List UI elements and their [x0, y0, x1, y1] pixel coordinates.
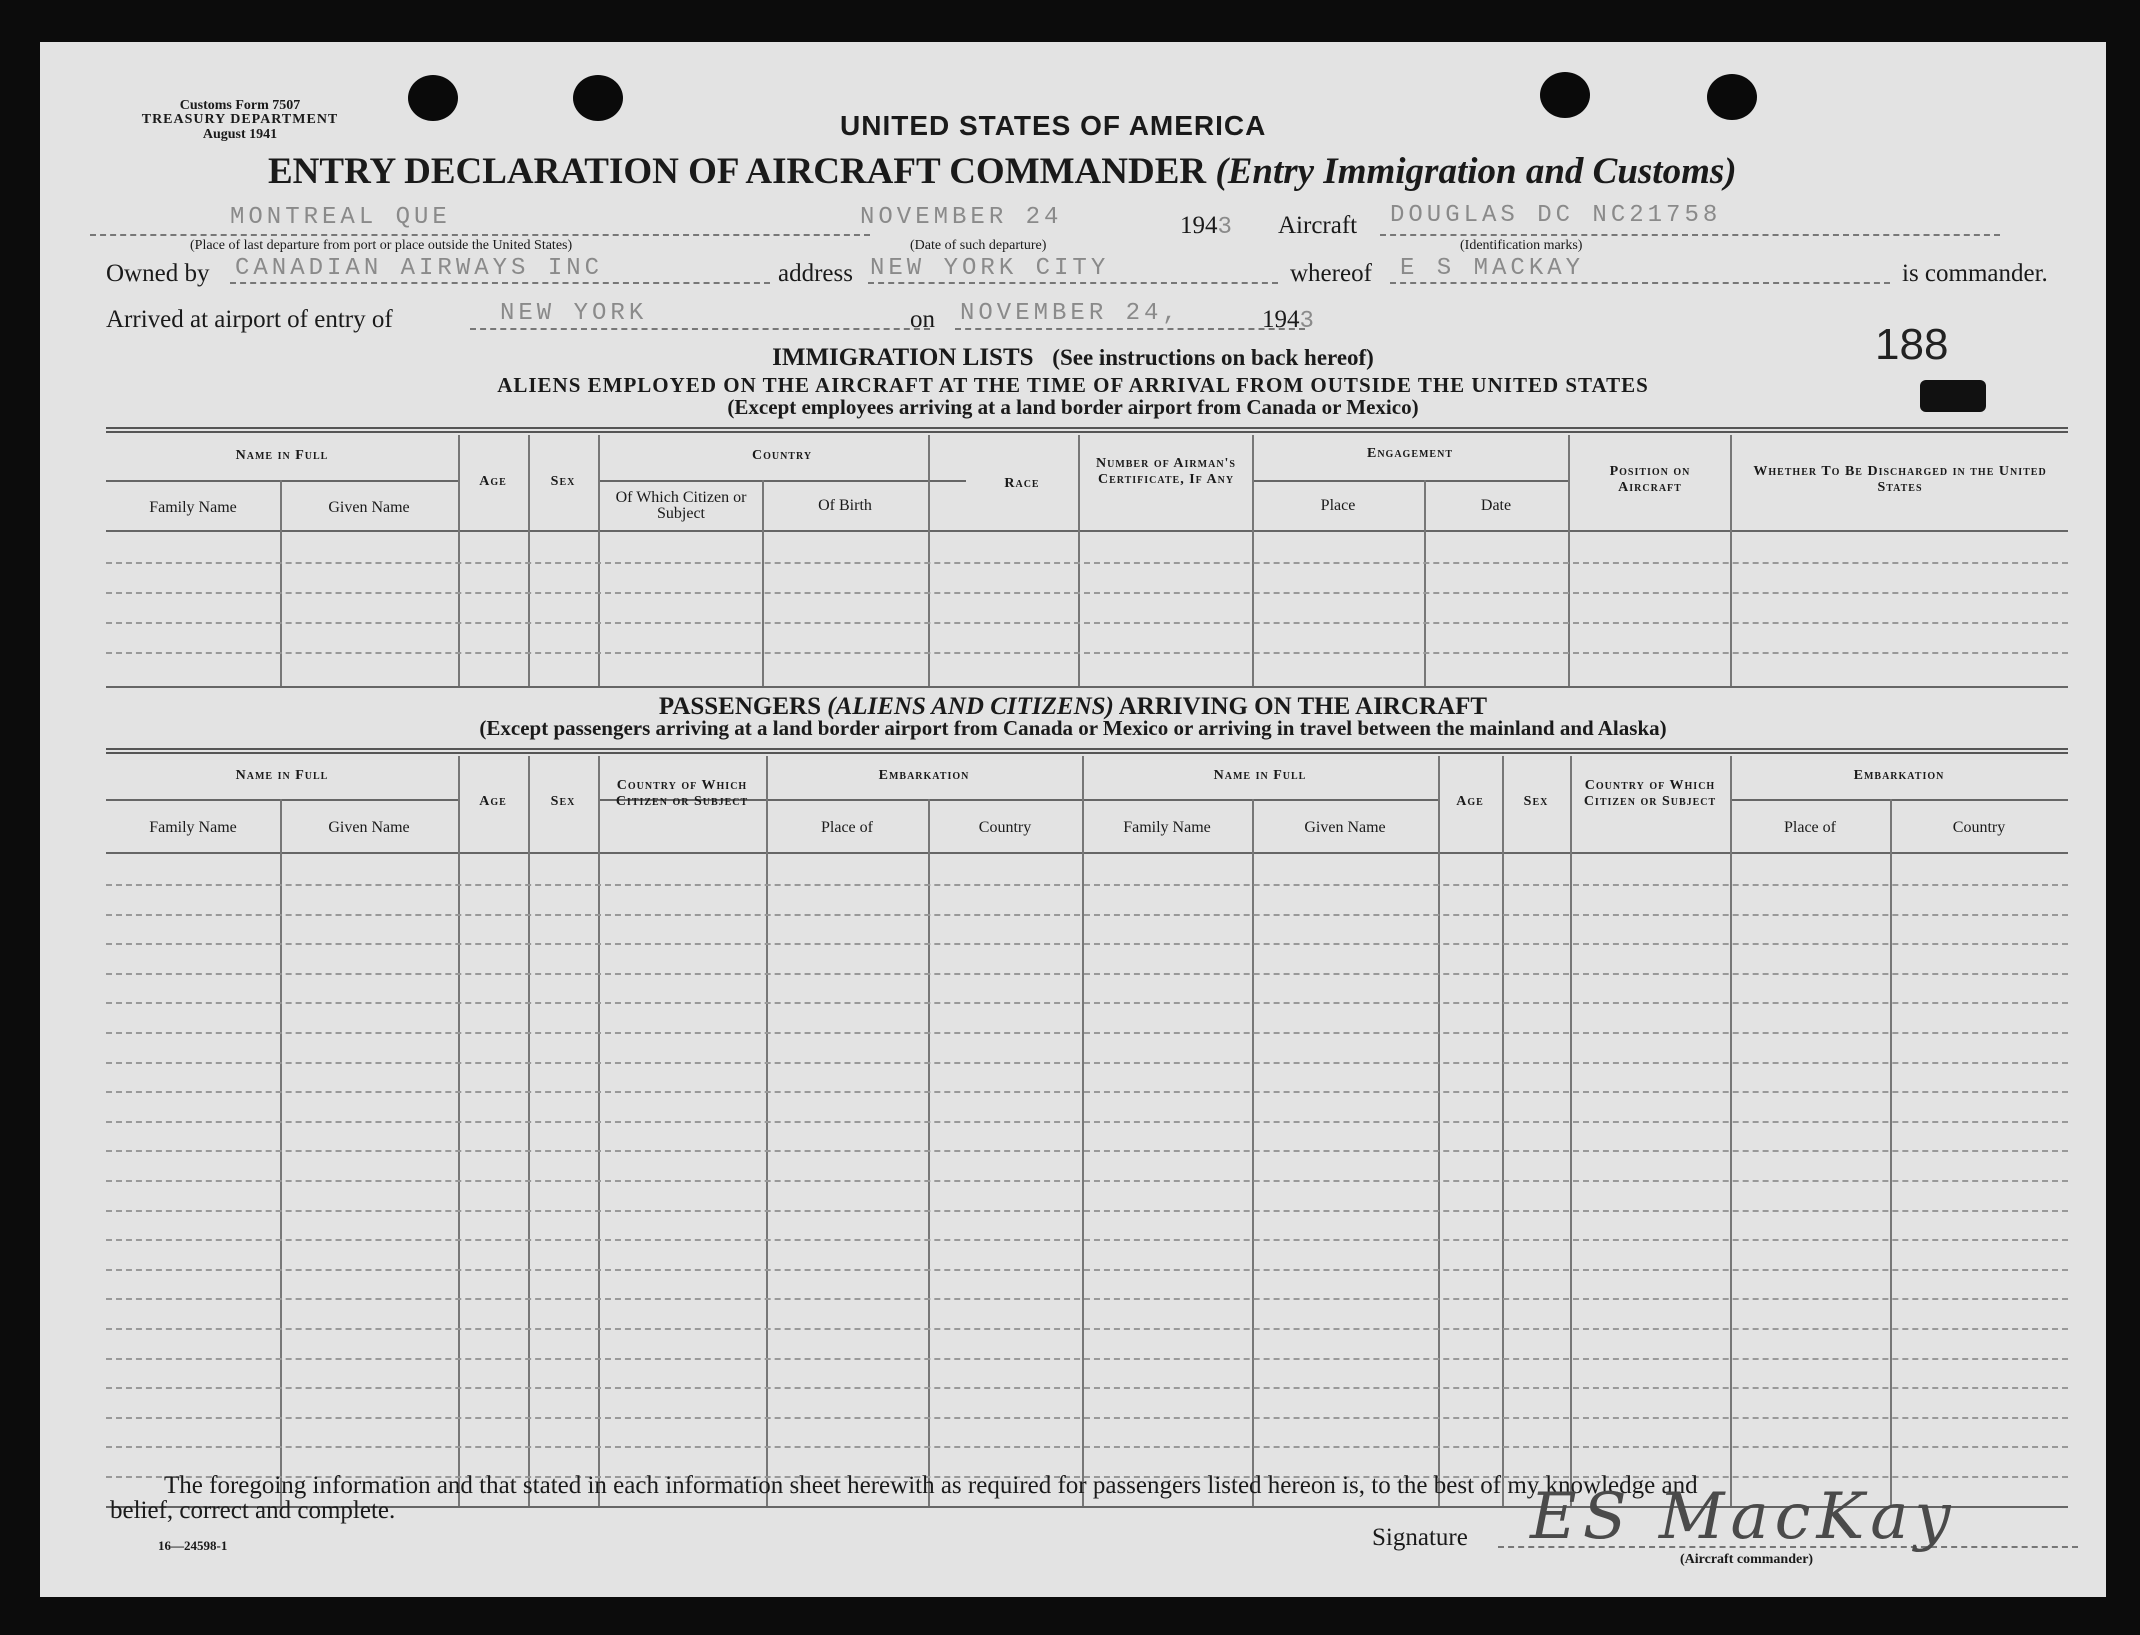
- table-row-line: [106, 1210, 2068, 1212]
- col-country-citizen: Country of Which Citizen or Subject: [615, 778, 749, 809]
- table-row-line: [106, 1417, 2068, 1419]
- page-title: [268, 150, 1737, 193]
- arrival-airport-value: NEW YORK: [500, 300, 648, 327]
- table-row-line: [106, 914, 2068, 916]
- passengers-title-rest: ARRIVING ON THE AIRCRAFT: [1118, 693, 1488, 720]
- table-row-line: [106, 1269, 2068, 1271]
- punch-hole: [1540, 72, 1590, 118]
- col-family-name: Family Name: [149, 499, 237, 516]
- dotted-underline: [90, 234, 870, 236]
- col-engagement: Engagement: [1366, 446, 1453, 461]
- dotted-underline: [1390, 282, 1890, 284]
- aircraft-caption: (Identification marks): [1460, 238, 1583, 253]
- departure-place-value: MONTREAL QUE: [230, 204, 451, 231]
- immigration-title-note: (See instructions on back hereof): [1052, 345, 1374, 370]
- form-date: August 1941: [202, 127, 278, 142]
- punch-hole: [573, 75, 623, 121]
- dotted-underline: [1380, 234, 2000, 236]
- col-given-name: Given Name: [328, 819, 410, 836]
- commander-suffix: is commander.: [1902, 260, 2048, 287]
- arrival-date-value: NOVEMBER 24,: [960, 300, 1181, 327]
- col-name-in-full-2: Name in Full: [1213, 768, 1307, 783]
- table-row-line: [106, 1446, 2068, 1448]
- aircraft-label: Aircraft: [1278, 212, 1358, 239]
- col-place-of-2: Place of: [1784, 819, 1836, 836]
- statement-line-1: The foregoing information and that stated in each information sheet herewith as required for passengers listed hereon is, to the best of my knowledge and: [164, 1472, 1698, 1499]
- table-row-line: [106, 1091, 2068, 1093]
- departure-year: [1180, 212, 1232, 241]
- year-value: 3: [1299, 308, 1314, 335]
- signature-label: Signature: [1372, 1524, 1468, 1551]
- table-row-line: [106, 943, 2068, 945]
- col-name-in-full: Name in Full: [235, 448, 329, 463]
- table-row-line: [106, 1032, 2068, 1034]
- departure-date-value: NOVEMBER 24: [860, 204, 1063, 231]
- immigration-title-text: IMMIGRATION LISTS: [772, 344, 1034, 371]
- address-value: NEW YORK CITY: [870, 255, 1110, 282]
- stamp-number: 188: [1875, 320, 1949, 369]
- table-row-line: [106, 1387, 2068, 1389]
- immigration-title: [40, 344, 2106, 372]
- table-row-line: [106, 1180, 2068, 1182]
- table-row-line: [106, 1328, 2068, 1330]
- address-label: address: [778, 260, 853, 287]
- punch-hole: [408, 75, 458, 121]
- col-given-name: Given Name: [328, 499, 410, 516]
- year-value: 3: [1217, 214, 1232, 241]
- col-family-name: Family Name: [149, 819, 237, 836]
- country-title: UNITED STATES OF AMERICA: [840, 110, 1267, 141]
- aircraft-value: DOUGLAS DC NC21758: [1390, 202, 1722, 229]
- col-embarkation: Embarkation: [878, 768, 970, 783]
- col-sex-2: Sex: [1523, 794, 1549, 809]
- signature: ES MacKay: [1530, 1480, 1957, 1554]
- col-race: Race: [1004, 476, 1040, 491]
- col-position: Position on Aircraft: [1609, 464, 1691, 495]
- year-prefix: 194: [1262, 306, 1300, 333]
- title-main: ENTRY DECLARATION OF AIRCRAFT COMMANDER: [268, 151, 1207, 192]
- statement-line-2: belief, correct and complete.: [110, 1497, 396, 1524]
- signature-caption: (Aircraft commander): [1680, 1552, 1814, 1567]
- col-name-in-full: Name in Full: [235, 768, 329, 783]
- table-row-line: [106, 1062, 2068, 1064]
- col-sex: Sex: [550, 794, 576, 809]
- col-country-2: Country: [1952, 819, 2006, 836]
- owned-by-label: Owned by: [106, 260, 210, 287]
- form-number: Customs Form 7507: [179, 98, 301, 113]
- col-discharged: Whether To Be Discharged in the United States: [1753, 464, 2047, 495]
- passengers-title-italic: (ALIENS AND CITIZENS): [827, 693, 1114, 720]
- col-birth: Of Birth: [818, 497, 872, 514]
- year-prefix: 194: [1180, 212, 1218, 239]
- col-place-of: Place of: [821, 819, 873, 836]
- col-given-name-2: Given Name: [1304, 819, 1386, 836]
- form-department: TREASURY DEPARTMENT: [141, 112, 339, 127]
- print-code: 16—24598-1: [158, 1538, 228, 1553]
- col-country: Country: [751, 448, 813, 463]
- table-row-line: [106, 1239, 2068, 1241]
- col-sex: Sex: [550, 474, 576, 489]
- form-sheet: [40, 42, 2106, 1597]
- dotted-underline: [230, 282, 770, 284]
- commander-value: E S MACKAY: [1400, 255, 1585, 282]
- immigration-subnote: (Except employees arriving at a land border airport from Canada or Mexico): [727, 395, 1419, 419]
- table-row-line: [106, 1002, 2068, 1004]
- table-row-line: [106, 1298, 2068, 1300]
- col-age-2: Age: [1456, 794, 1484, 809]
- col-country: Country: [978, 819, 1032, 836]
- col-age: Age: [479, 794, 507, 809]
- arrival-label: Arrived at airport of entry of: [106, 306, 393, 333]
- passengers-title-text: PASSENGERS: [658, 693, 821, 720]
- whereof-label: whereof: [1290, 260, 1372, 287]
- arrival-on-label: on: [910, 306, 935, 333]
- table-row-line: [106, 1121, 2068, 1123]
- col-certificate: Number of Airman's Certificate, If Any: [1095, 456, 1236, 487]
- departure-date-caption: (Date of such departure): [910, 238, 1047, 253]
- owner-value: CANADIAN AIRWAYS INC: [235, 255, 604, 282]
- col-age: Age: [479, 474, 507, 489]
- table-row-line: [106, 973, 2068, 975]
- title-italic: (Entry Immigration and Customs): [1215, 151, 1737, 192]
- arrival-year: [1262, 306, 1314, 335]
- passengers-subnote: (Except passengers arriving at a land border airport from Canada or Mexico or arriving in travel between the mainland and Alaska): [479, 716, 1667, 740]
- table-row-line: [106, 1150, 2068, 1152]
- col-date: Date: [1480, 497, 1512, 514]
- punch-hole: [1707, 74, 1757, 120]
- dotted-underline: [470, 328, 930, 330]
- departure-place-caption: (Place of last departure from port or place outside the United States): [190, 238, 573, 253]
- dotted-underline: [955, 328, 1305, 330]
- col-citizen: Of Which Citizen or Subject: [615, 489, 747, 522]
- col-embarkation-2: Embarkation: [1853, 768, 1945, 783]
- col-country-citizen-2: Country of Which Citizen or Subject: [1583, 778, 1717, 809]
- col-family-name-2: Family Name: [1123, 819, 1211, 836]
- col-place: Place: [1320, 497, 1356, 514]
- table-row-line: [106, 884, 2068, 886]
- table-row-line: [106, 1358, 2068, 1360]
- dotted-underline: [868, 282, 1278, 284]
- immigration-subtitle: ALIENS EMPLOYED ON THE AIRCRAFT AT THE TIME OF ARRIVAL FROM OUTSIDE THE UNITED STATES: [497, 373, 1649, 397]
